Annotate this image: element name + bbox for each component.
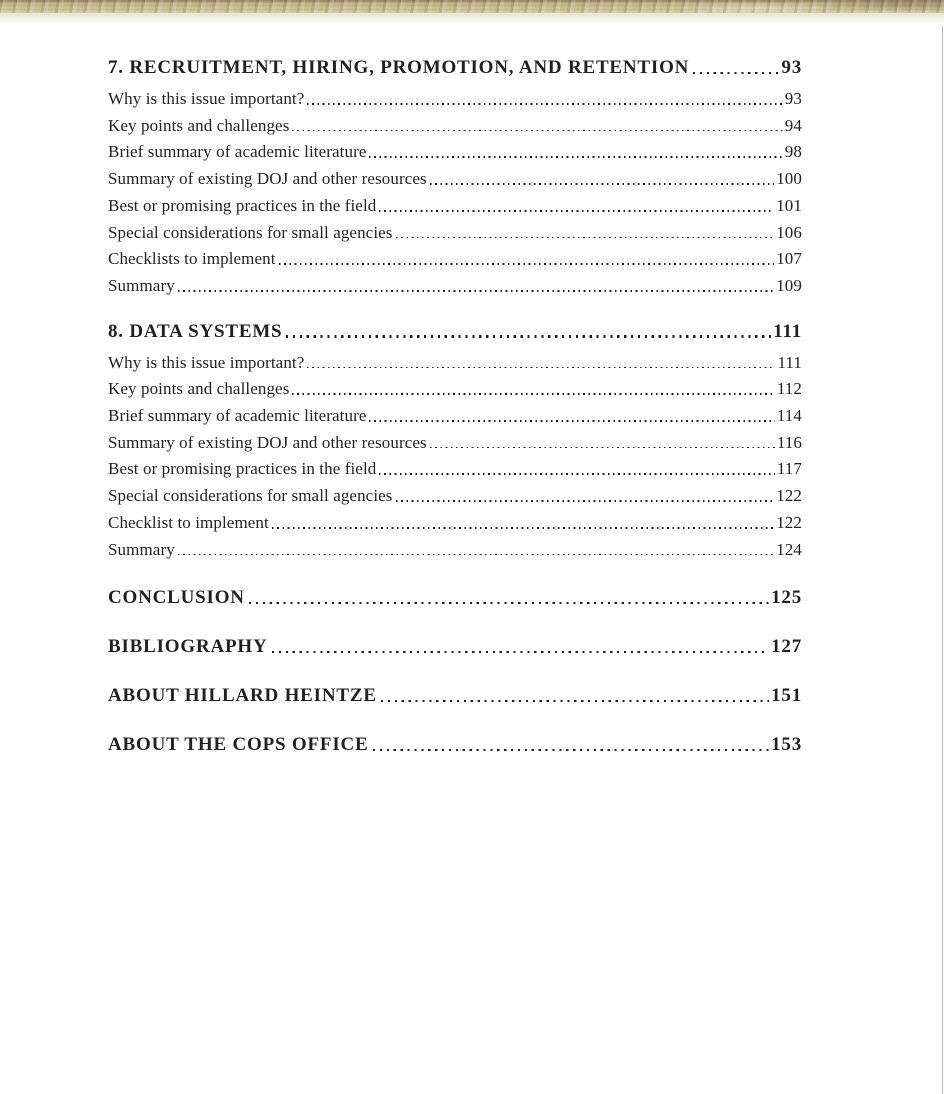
- toc-section-title: CONCLUSION: [108, 587, 245, 609]
- toc-entry[interactable]: [108, 166, 802, 193]
- toc-section-entries: [108, 86, 802, 300]
- dot-leader: [693, 72, 779, 74]
- toc-section-title: 7. RECRUITMENT, HIRING, PROMOTION, AND RETENTION: [108, 57, 690, 78]
- toc-entry-page-number: 124: [776, 539, 802, 559]
- dot-leader: [373, 749, 770, 751]
- dot-leader: [379, 473, 774, 475]
- toc-entry[interactable]: [108, 537, 802, 564]
- toc-section-heading[interactable]: [108, 682, 802, 710]
- toc-section-page-number: 153: [771, 734, 802, 756]
- toc-section-heading[interactable]: [108, 584, 802, 612]
- page-top-texture-fade: [0, 13, 944, 24]
- dot-leader: [272, 527, 774, 529]
- dot-leader: [178, 290, 774, 292]
- toc-entry-page-number: 109: [776, 275, 802, 295]
- toc-entry-label: Best or promising practices in the field: [108, 195, 377, 215]
- toc-section-entries: [108, 350, 802, 564]
- dot-leader: [307, 367, 775, 369]
- toc-section-page-number: 111: [773, 320, 802, 342]
- toc-section: [108, 54, 802, 300]
- toc-entry-label: Checklists to implement: [108, 249, 276, 269]
- toc-entry[interactable]: [108, 483, 802, 510]
- toc-section-title: BIBLIOGRAPHY: [108, 636, 268, 658]
- toc-section: [108, 318, 802, 564]
- toc-entry-page-number: 93: [784, 89, 802, 108]
- toc-entry[interactable]: [108, 430, 802, 457]
- dot-leader: [396, 500, 775, 502]
- toc-entry-page-number: 116: [776, 432, 802, 452]
- toc-section-title: ABOUT HILLARD HEINTZE: [108, 685, 377, 707]
- page-top-texture: [0, 0, 944, 13]
- toc-section-page-number: 125: [771, 587, 802, 609]
- toc: [108, 54, 802, 759]
- dot-leader: [379, 210, 774, 212]
- toc-entry[interactable]: [108, 350, 802, 377]
- page-right-edge: [942, 26, 944, 1094]
- dot-leader: [396, 237, 775, 239]
- toc-entry-label: Special considerations for small agencies: [108, 222, 393, 242]
- dot-leader: [369, 420, 774, 422]
- toc-entry[interactable]: [108, 220, 802, 247]
- dot-leader: [178, 554, 774, 556]
- dot-leader: [381, 700, 769, 702]
- toc-entry-page-number: 101: [776, 195, 802, 215]
- toc-entry-page-number: 122: [776, 512, 802, 532]
- toc-entry-label: Summary of existing DOJ and other resources: [108, 169, 427, 189]
- dot-leader: [292, 130, 782, 132]
- dot-leader: [272, 651, 770, 653]
- toc-entry-page-number: 122: [776, 486, 802, 506]
- toc-entry[interactable]: [108, 456, 802, 483]
- toc-entry-label: Key points and challenges: [108, 379, 290, 399]
- toc-entry[interactable]: [108, 139, 802, 166]
- toc-entry-page-number: 100: [776, 169, 802, 189]
- dot-leader: [292, 393, 774, 395]
- toc-entry-page-number: 112: [776, 379, 802, 399]
- toc-entry-page-number: 98: [784, 142, 802, 162]
- dot-leader: [307, 103, 782, 105]
- toc-section-heading[interactable]: [108, 318, 802, 346]
- toc-section-page-number: 151: [771, 685, 802, 707]
- toc-entry-label: Checklist to implement: [108, 512, 269, 532]
- toc-section: [108, 731, 802, 759]
- dot-leader: [279, 263, 775, 265]
- toc-entry-label: Why is this issue important?: [108, 352, 305, 372]
- toc-entry-label: Brief summary of academic literature: [108, 142, 367, 162]
- toc-section-page-number: 127: [771, 636, 802, 658]
- toc-entry-page-number: 114: [776, 406, 802, 426]
- dot-leader: [286, 335, 771, 337]
- toc-section-heading[interactable]: [108, 54, 802, 82]
- toc-entry-label: Special considerations for small agencies: [108, 486, 393, 506]
- toc-entry-page-number: 111: [777, 352, 802, 372]
- toc-entry[interactable]: [108, 510, 802, 537]
- toc-entry-label: Brief summary of academic literature: [108, 406, 367, 426]
- toc-section: [108, 584, 802, 612]
- toc-entry-page-number: 106: [776, 222, 802, 242]
- toc-section: [108, 633, 802, 661]
- toc-section: [108, 682, 802, 710]
- dot-leader: [369, 156, 782, 158]
- toc-section-page-number: 93: [781, 57, 802, 78]
- toc-entry-page-number: 117: [776, 459, 802, 479]
- toc-entry-label: Summary of existing DOJ and other resources: [108, 432, 427, 452]
- toc-entry[interactable]: [108, 246, 802, 273]
- toc-entry[interactable]: [108, 113, 802, 140]
- toc-entry-label: Summary: [108, 275, 175, 295]
- toc-entry[interactable]: [108, 403, 802, 430]
- toc-section-title: ABOUT THE COPS OFFICE: [108, 734, 369, 756]
- toc-entry-label: Summary: [108, 539, 175, 559]
- toc-entry[interactable]: [108, 193, 802, 220]
- toc-entry-label: Key points and challenges: [108, 115, 290, 135]
- toc-entry[interactable]: [108, 86, 802, 113]
- toc-entry-label: Best or promising practices in the field: [108, 459, 377, 479]
- toc-entry-page-number: 107: [776, 249, 802, 269]
- dot-leader: [430, 183, 774, 185]
- toc-entry[interactable]: [108, 376, 802, 403]
- toc-section-title: 8. DATA SYSTEMS: [108, 320, 283, 342]
- dot-leader: [430, 447, 775, 449]
- toc-entry-label: Why is this issue important?: [108, 89, 305, 108]
- toc-section-heading[interactable]: [108, 731, 802, 759]
- dot-leader: [249, 602, 769, 604]
- toc-entry-page-number: 94: [784, 115, 802, 135]
- toc-entry[interactable]: [108, 273, 802, 300]
- toc-section-heading[interactable]: [108, 633, 802, 661]
